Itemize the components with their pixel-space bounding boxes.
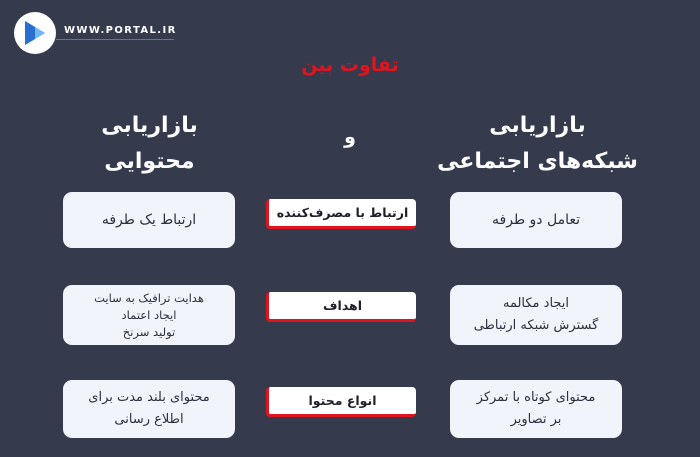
row2-left-text-2: ایجاد اعتماد: [121, 307, 177, 322]
row1-left-box: [63, 192, 235, 248]
row3-right-text-2: بر تصاویر: [510, 412, 562, 427]
left-title-line-1: بازاریابی: [101, 113, 198, 138]
row1-label: ارتباط با مصرف‌کننده: [266, 199, 416, 229]
right-title-line-2: شبکه‌های اجتماعی: [437, 149, 638, 174]
row3-left-box: [63, 380, 235, 438]
row2-left-text-1: هدایت ترافیک به سایت: [94, 290, 204, 305]
row3-label: انواع محتوا: [266, 387, 416, 417]
row3-right-text-1: محتوای کوتاه با تمرکز: [476, 390, 596, 405]
row1-right-box: [450, 192, 622, 248]
connector-word: و: [344, 126, 356, 148]
portal-play-logo-icon: [14, 12, 56, 54]
row3-right-box: [450, 380, 622, 438]
row2-right-text-1: ایجاد مکالمه: [502, 296, 570, 311]
row2-right-box: [450, 285, 622, 345]
row2-label: اهداف: [266, 292, 416, 322]
row2-right-text-2: گسترش شبکه ارتباطی: [473, 318, 599, 333]
row3-left-text-1: محتوای بلند مدت برای: [88, 390, 210, 405]
row3-left-text-2: اطلاع رسانی: [114, 412, 184, 427]
page-title: تفاوت بین: [301, 54, 399, 76]
site-logo: [14, 12, 177, 54]
row2-left-text-3: تولید سرنخ: [122, 324, 176, 339]
right-column-title: [430, 108, 645, 180]
logo-underline: [56, 39, 174, 40]
row1-right-text: تعامل دو طرفه: [492, 212, 580, 228]
site-url: WWW.PORTAL.IR: [64, 24, 177, 36]
row1-left-text: ارتباط یک طرفه: [101, 212, 197, 228]
left-title-line-2: محتوایی: [104, 149, 195, 174]
row2-left-box: [63, 285, 235, 345]
left-column-title: [62, 108, 237, 180]
right-title-line-1: بازاریابی: [489, 113, 586, 138]
